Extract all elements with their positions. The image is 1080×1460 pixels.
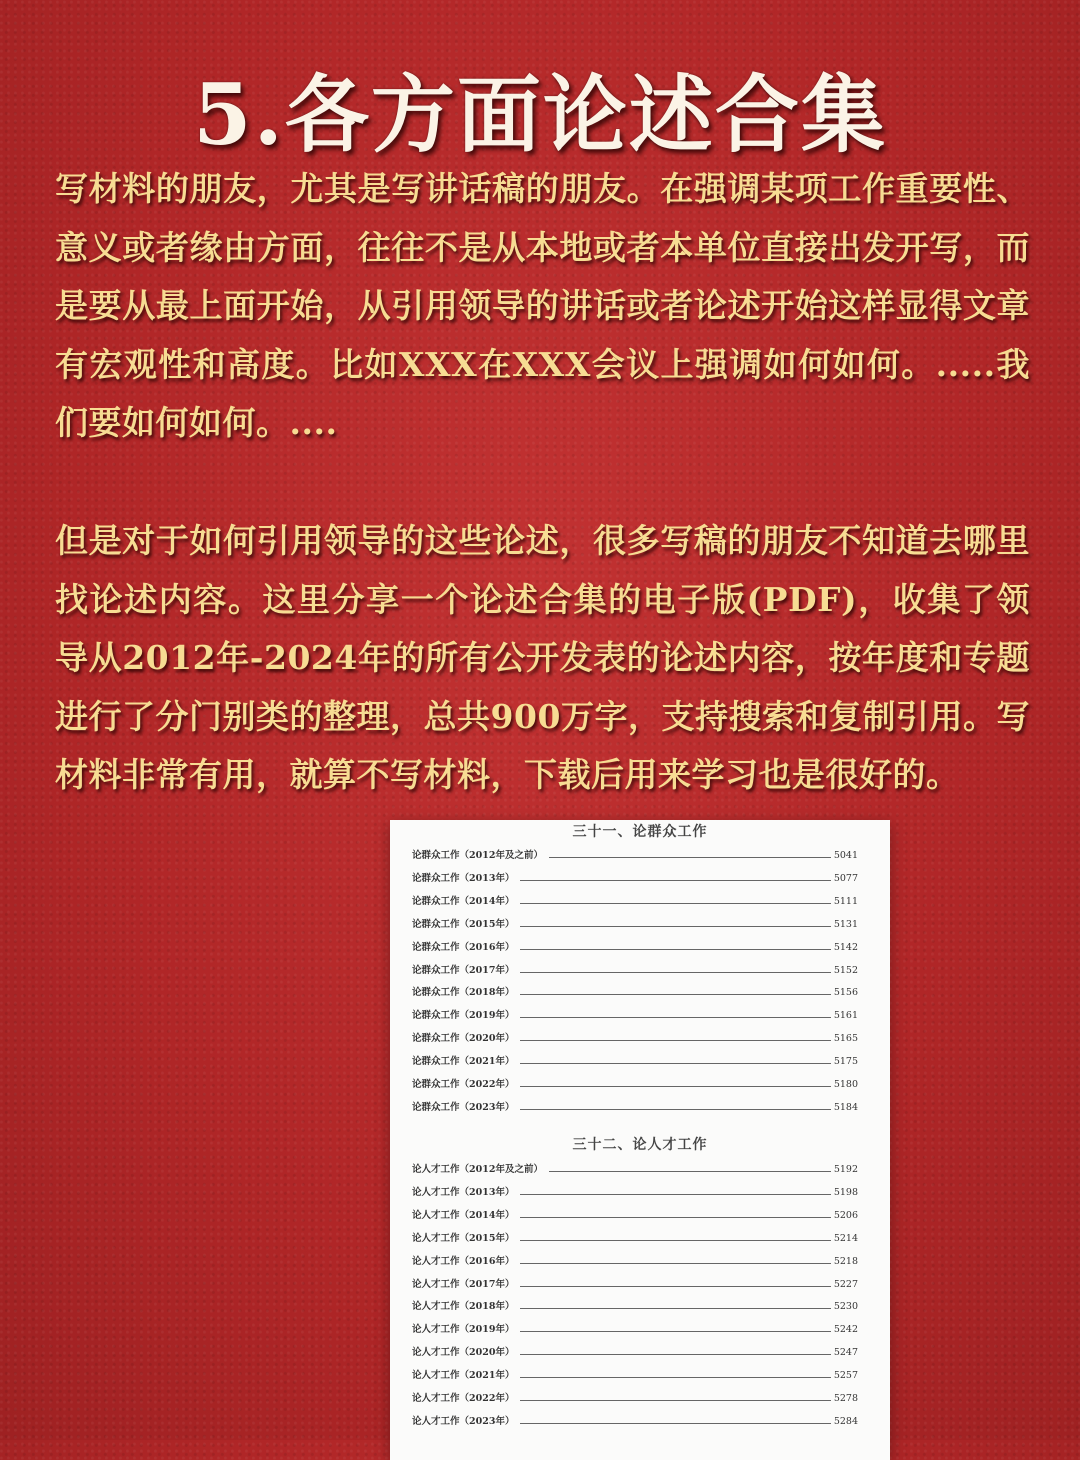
- toc-entry: [412, 1296, 858, 1312]
- toc-leader-line: [520, 972, 830, 973]
- toc-entry-page: 5206: [833, 1209, 858, 1221]
- toc-leader-line: [520, 903, 830, 904]
- description-paragraph: 但是对于如何引用领导的这些论述，很多写稿的朋友不知道去哪里找论述内容。这里分享一个论述合集的电子版(PDF)，收集了领导从2012年-2024年的所有公开发表的论述内容，按年度和专题进行了分门别类的整理，总共900万字，支持搜索和复制引用。写材料非常有用，就算不写材料，下载后用来学习也是很好的。: [55, 521, 1030, 794]
- toc-leader-line: [520, 1194, 830, 1195]
- toc-entry-page: 5165: [833, 1033, 858, 1045]
- toc-entry-label: 论群众工作（2021年）: [412, 1056, 515, 1068]
- toc-leader-line: [520, 949, 830, 950]
- toc-entry-page: 5111: [833, 895, 858, 907]
- toc-entry-label: 论群众工作（2014年）: [412, 895, 515, 907]
- toc-leader-line: [520, 1377, 830, 1378]
- toc-entry-label: 论群众工作（2012年及之前）: [412, 850, 543, 861]
- toc-entry: [412, 960, 858, 976]
- toc-entry-page: 5161: [833, 1010, 858, 1022]
- toc-entry: [412, 1388, 858, 1404]
- toc-entry-page: 5142: [833, 941, 858, 953]
- toc-entry-label: 论人才工作（2012年及之前）: [412, 1164, 543, 1175]
- toc-entry-label: 论群众工作（2016年）: [412, 941, 515, 953]
- section-heading: 三十一、论群众工作: [572, 824, 708, 840]
- toc-entry-label: 论群众工作（2018年）: [412, 987, 515, 999]
- toc-entry-label: 论人才工作（2018年）: [412, 1301, 515, 1313]
- toc-entry: [412, 1074, 858, 1090]
- toc-entry: [412, 1005, 858, 1021]
- toc-entry-page: 5218: [833, 1255, 858, 1267]
- toc-entry-label: 论群众工作（2020年）: [412, 1033, 515, 1045]
- toc-leader-line: [520, 1400, 830, 1401]
- toc-entry: [412, 914, 858, 930]
- toc-entry-page: 5041: [833, 850, 858, 861]
- toc-leader-line: [520, 1040, 830, 1041]
- toc-entry-page: 5227: [833, 1278, 858, 1290]
- toc-leader-line: [520, 1017, 830, 1018]
- toc-entry: [412, 1051, 858, 1067]
- toc-entry-label: 论人才工作（2015年）: [412, 1232, 515, 1244]
- toc-entry-label: 论人才工作（2019年）: [412, 1324, 515, 1336]
- toc-leader-line: [520, 1240, 830, 1241]
- toc-entry: [412, 937, 858, 953]
- toc-leader-line: [549, 857, 831, 858]
- toc-leader-line: [520, 926, 830, 927]
- toc-entry-page: 5198: [833, 1186, 858, 1198]
- toc-entry: [412, 982, 858, 998]
- toc-entry: [412, 1365, 858, 1381]
- toc-entry: [412, 868, 858, 884]
- toc-entry-page: 5192: [833, 1164, 858, 1175]
- toc-entry-label: 论人才工作（2013年）: [412, 1186, 515, 1198]
- toc-leader-line: [520, 1331, 830, 1332]
- toc-entry: [412, 1228, 858, 1244]
- toc-leader-line: [520, 994, 830, 995]
- toc-entry: [412, 1205, 858, 1221]
- toc-entry-label: 论群众工作（2015年）: [412, 918, 515, 930]
- toc-entry: [412, 1274, 858, 1290]
- toc-leader-line: [549, 1171, 831, 1172]
- toc-entry-label: 论人才工作（2014年）: [412, 1209, 515, 1221]
- toc-entry-label: 论群众工作（2019年）: [412, 1010, 515, 1022]
- toc-entry-page: 5180: [833, 1079, 858, 1090]
- toc-entry: [412, 1251, 858, 1267]
- toc-entry-page: 5284: [833, 1415, 858, 1427]
- toc-entry: [412, 1159, 858, 1175]
- toc-leader-line: [520, 1086, 830, 1087]
- toc-entry-label: 论群众工作（2022年）: [412, 1079, 515, 1090]
- toc-entry-page: 5077: [833, 872, 858, 884]
- toc-leader-line: [520, 1217, 830, 1218]
- toc-leader-line: [520, 1423, 830, 1424]
- toc-entry-page: 5156: [833, 987, 858, 999]
- toc-entry: [412, 1097, 858, 1113]
- toc-entry: [412, 1028, 858, 1044]
- toc-entry-page: 5131: [833, 918, 858, 930]
- toc-entry: [412, 1342, 858, 1358]
- toc-entry-label: 论人才工作（2021年）: [412, 1370, 515, 1382]
- toc-entry-page: 5242: [833, 1324, 858, 1336]
- toc-entry-page: 5184: [833, 1101, 858, 1113]
- page-title: 5.各方面论述合集: [193, 65, 887, 164]
- toc-entry-label: 论人才工作（2023年）: [412, 1415, 515, 1427]
- toc-entry-label: 论人才工作（2017年）: [412, 1278, 515, 1290]
- toc-entry-label: 论人才工作（2022年）: [412, 1393, 515, 1404]
- toc-leader-line: [520, 1354, 830, 1355]
- toc-leader-line: [520, 1263, 830, 1264]
- toc-entry-page: 5257: [833, 1370, 858, 1382]
- toc-entry-page: 5214: [833, 1232, 858, 1244]
- toc-entry-label: 论人才工作（2020年）: [412, 1347, 515, 1359]
- toc-entry: [412, 845, 858, 861]
- toc-entry-label: 论群众工作（2023年）: [412, 1101, 515, 1113]
- toc-entry-label: 论群众工作（2013年）: [412, 872, 515, 884]
- toc-entry: [412, 1319, 858, 1335]
- toc-entry-page: 5278: [833, 1393, 858, 1404]
- intro-paragraph: 写材料的朋友，尤其是写讲话稿的朋友。在强调某项工作重要性、意义或者缘由方面，往往不是从本地或者本单位直接出发开写，而是要从最上面开始，从引用领导的讲话或者论述开始这样显得文章有宏观性和高度。比如XXX在XXX会议上强调如何如何。.....我们要如何如何。....: [55, 169, 1030, 442]
- toc-leader-line: [520, 880, 830, 881]
- toc-leader-line: [520, 1286, 830, 1287]
- toc-leader-line: [520, 1109, 830, 1110]
- toc-entry-page: 5230: [833, 1301, 858, 1313]
- document-preview: [390, 820, 890, 1460]
- toc-entry-page: 5152: [833, 964, 858, 976]
- toc-entry-label: 论人才工作（2016年）: [412, 1255, 515, 1267]
- section-heading: 三十二、论人才工作: [572, 1137, 708, 1153]
- toc-entry: [412, 1411, 858, 1427]
- toc-leader-line: [520, 1308, 830, 1309]
- toc-entry-label: 论群众工作（2017年）: [412, 964, 515, 976]
- toc-leader-line: [520, 1063, 830, 1064]
- toc-entry-page: 5247: [833, 1347, 858, 1359]
- toc-entry: [412, 891, 858, 907]
- toc-entry-page: 5175: [833, 1056, 858, 1068]
- toc-entry: [412, 1182, 858, 1198]
